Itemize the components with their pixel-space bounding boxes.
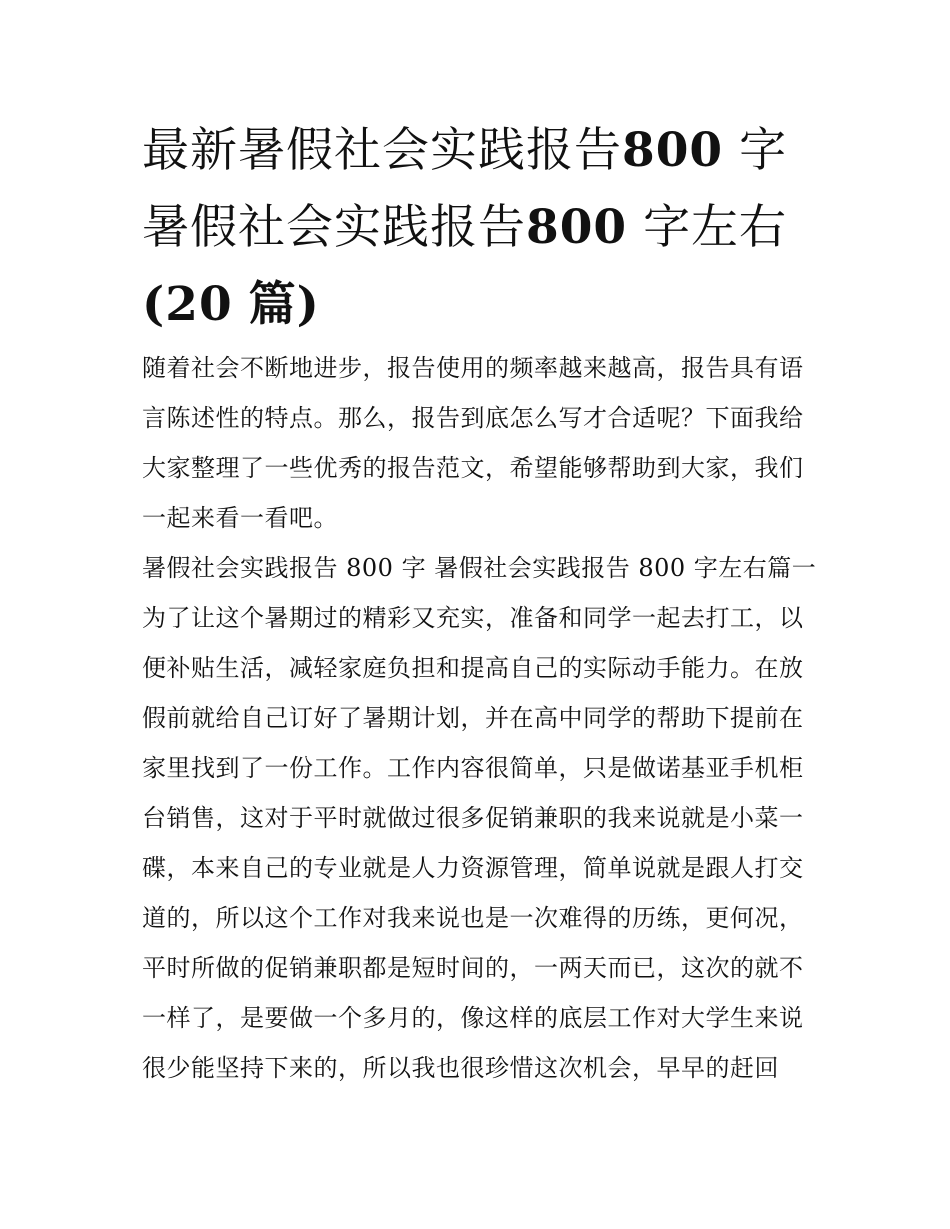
intro-line: 言陈述性的特点。那么，报告到底怎么写才合适呢？下面我给 xyxy=(142,404,804,432)
body-paragraph xyxy=(142,593,822,1093)
document-title xyxy=(142,112,822,343)
body-line: 一样了，是要做一个多月的，像这样的底层工作对大学生来说 xyxy=(142,1004,804,1032)
document-page xyxy=(142,112,822,1093)
body-line: 台销售，这对于平时就做过很多促销兼职的我来说就是小菜一 xyxy=(142,804,804,832)
intro-line: 随着社会不断地进步，报告使用的频率越来越高，报告具有语 xyxy=(142,354,804,382)
section-heading: 暑假社会实践报告 800 字 暑假社会实践报告 800 字左右篇一 xyxy=(142,554,817,582)
body-line: 家里找到了一份工作。工作内容很简单，只是做诺基亚手机柜 xyxy=(142,754,804,782)
body-line: 道的，所以这个工作对我来说也是一次难得的历练，更何况， xyxy=(142,904,804,932)
body-line: 假前就给自己订好了暑期计划，并在高中同学的帮助下提前在 xyxy=(142,704,804,732)
title-line-2: 暑假社会实践报告800 字左右 xyxy=(142,200,788,255)
body-line: 便补贴生活，减轻家庭负担和提高自己的实际动手能力。在放 xyxy=(142,654,804,682)
body-line: 碟，本来自己的专业就是人力资源管理，简单说就是跟人打交 xyxy=(142,854,804,882)
body-line: 很少能坚持下来的，所以我也很珍惜这次机会，早早的赶回 xyxy=(142,1054,779,1082)
title-line-1: 最新暑假社会实践报告800 字 xyxy=(142,123,788,178)
body-line: 为了让这个暑期过的精彩又充实，准备和同学一起去打工，以 xyxy=(142,604,804,632)
body-line: 平时所做的促销兼职都是短时间的，一两天而已，这次的就不 xyxy=(142,954,804,982)
intro-line: 一起来看一看吧。 xyxy=(142,504,338,532)
intro-paragraph xyxy=(142,343,822,543)
title-line-3: (20 篇) xyxy=(142,277,320,332)
intro-line: 大家整理了一些优秀的报告范文，希望能够帮助到大家，我们 xyxy=(142,454,804,482)
